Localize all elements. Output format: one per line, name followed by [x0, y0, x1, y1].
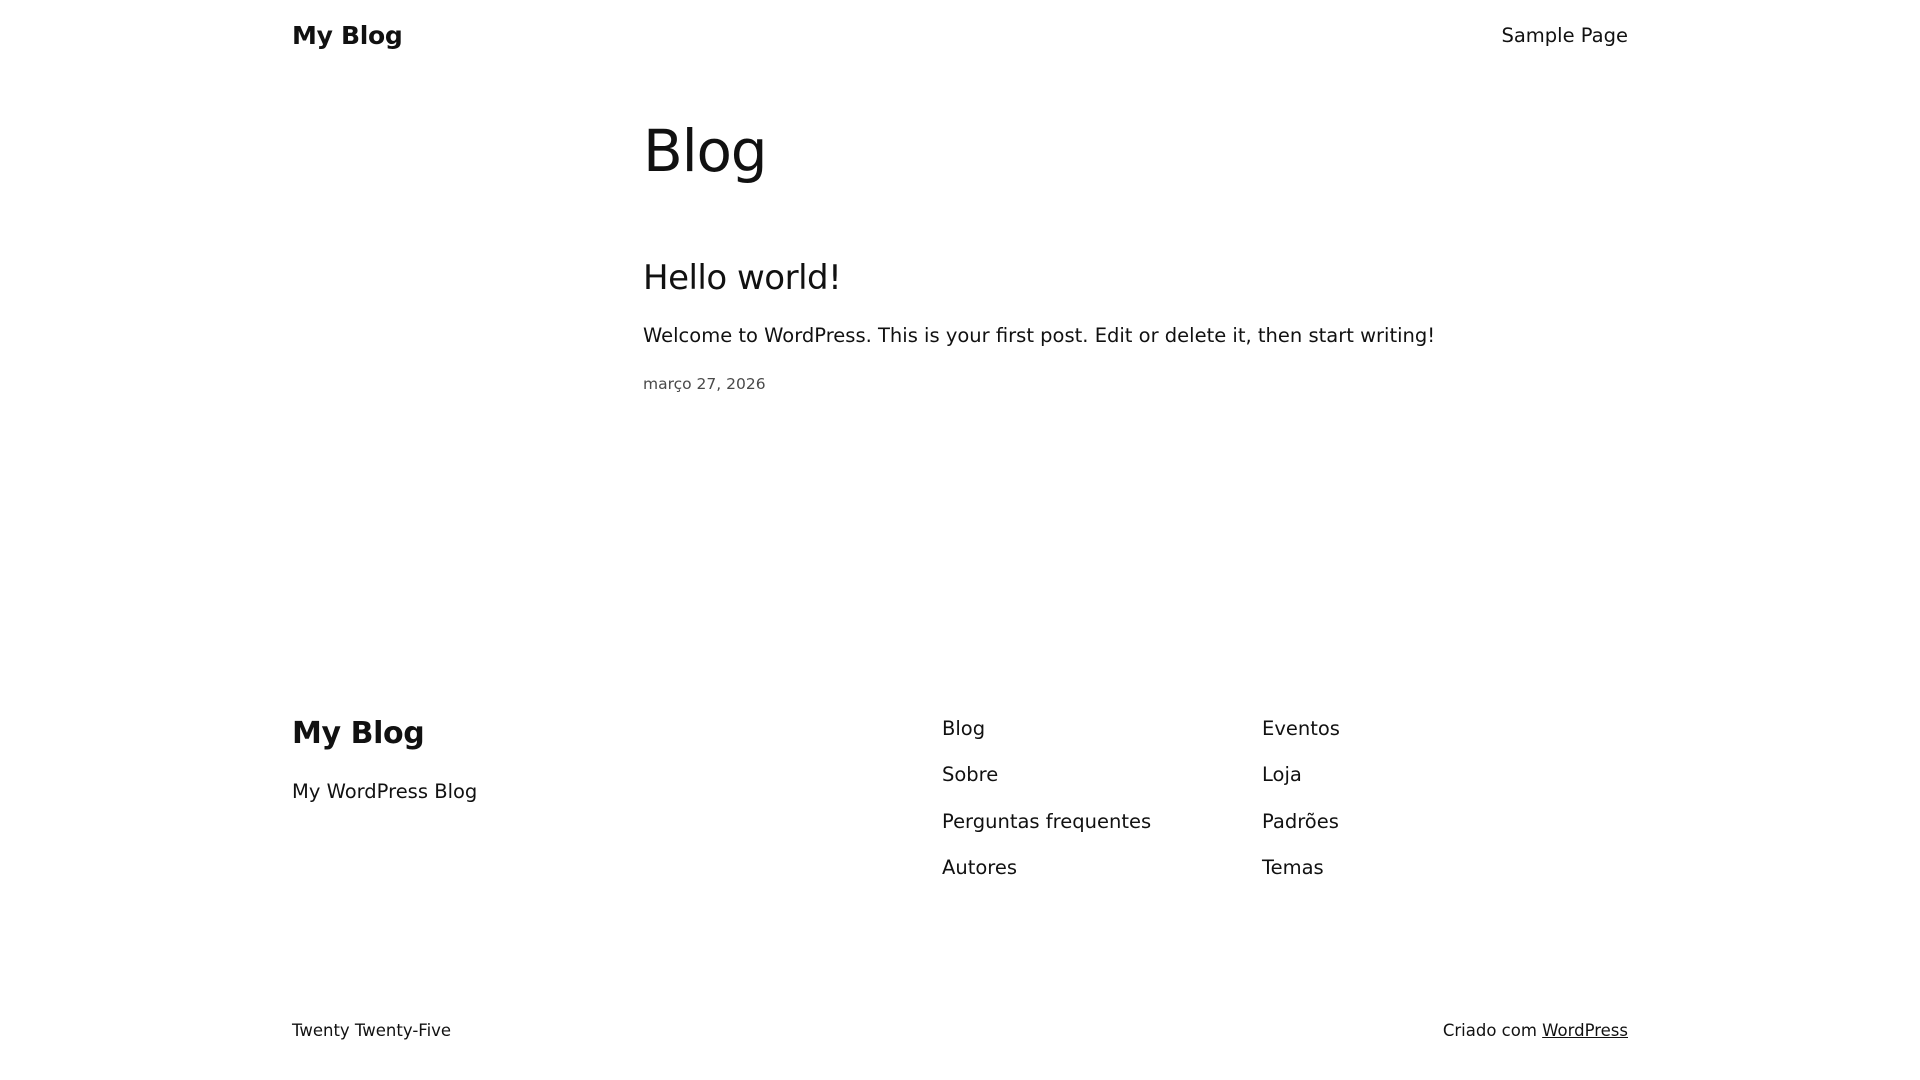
post-list [643, 258, 1643, 396]
post-title [643, 258, 1643, 299]
footer-credit-prefix: Criado com [1442, 1021, 1537, 1040]
footer-nav-column-1 [942, 716, 1262, 880]
footer-link-temas[interactable]: Temas [1262, 856, 1324, 880]
footer-credit [1443, 1019, 1628, 1042]
site-title-link[interactable]: My Blog [292, 21, 403, 50]
footer-link-padroes[interactable]: Padrões [1262, 809, 1339, 833]
footer-theme-name: Twenty Twenty-Five [292, 1021, 452, 1040]
footer-link-loja[interactable]: Loja [1262, 763, 1302, 787]
footer-site-title-link[interactable]: My Blog [292, 716, 425, 751]
site-header [0, 0, 1920, 72]
nav-item-sample-page[interactable]: Sample Page [1501, 24, 1628, 48]
footer-nav-column-2 [1262, 716, 1582, 880]
footer-bottom [0, 1019, 1920, 1042]
primary-navigation [1501, 22, 1628, 49]
main-content [0, 117, 1920, 396]
footer-link-sobre[interactable]: Sobre [942, 763, 999, 787]
post-excerpt: Welcome to WordPress. This is your first post. Edit or delete it, then start writing! [643, 323, 1436, 347]
footer-link-perguntas-frequentes[interactable]: Perguntas frequentes [942, 809, 1152, 833]
footer-credit-link[interactable]: WordPress [1542, 1021, 1628, 1040]
footer-link-eventos[interactable]: Eventos [1262, 717, 1340, 740]
post-item [643, 258, 1643, 396]
post-date: março 27, 2026 [643, 374, 766, 393]
footer-top [292, 716, 1628, 880]
footer-brand [292, 716, 942, 805]
footer-tagline: My WordPress Blog [292, 780, 478, 803]
site-footer [0, 716, 1920, 880]
footer-link-autores[interactable]: Autores [942, 856, 1018, 880]
page-title: Blog [643, 117, 767, 185]
post-title-link[interactable]: Hello world! [643, 257, 842, 298]
footer-link-blog[interactable]: Blog [942, 717, 986, 740]
content-column [643, 117, 1643, 396]
